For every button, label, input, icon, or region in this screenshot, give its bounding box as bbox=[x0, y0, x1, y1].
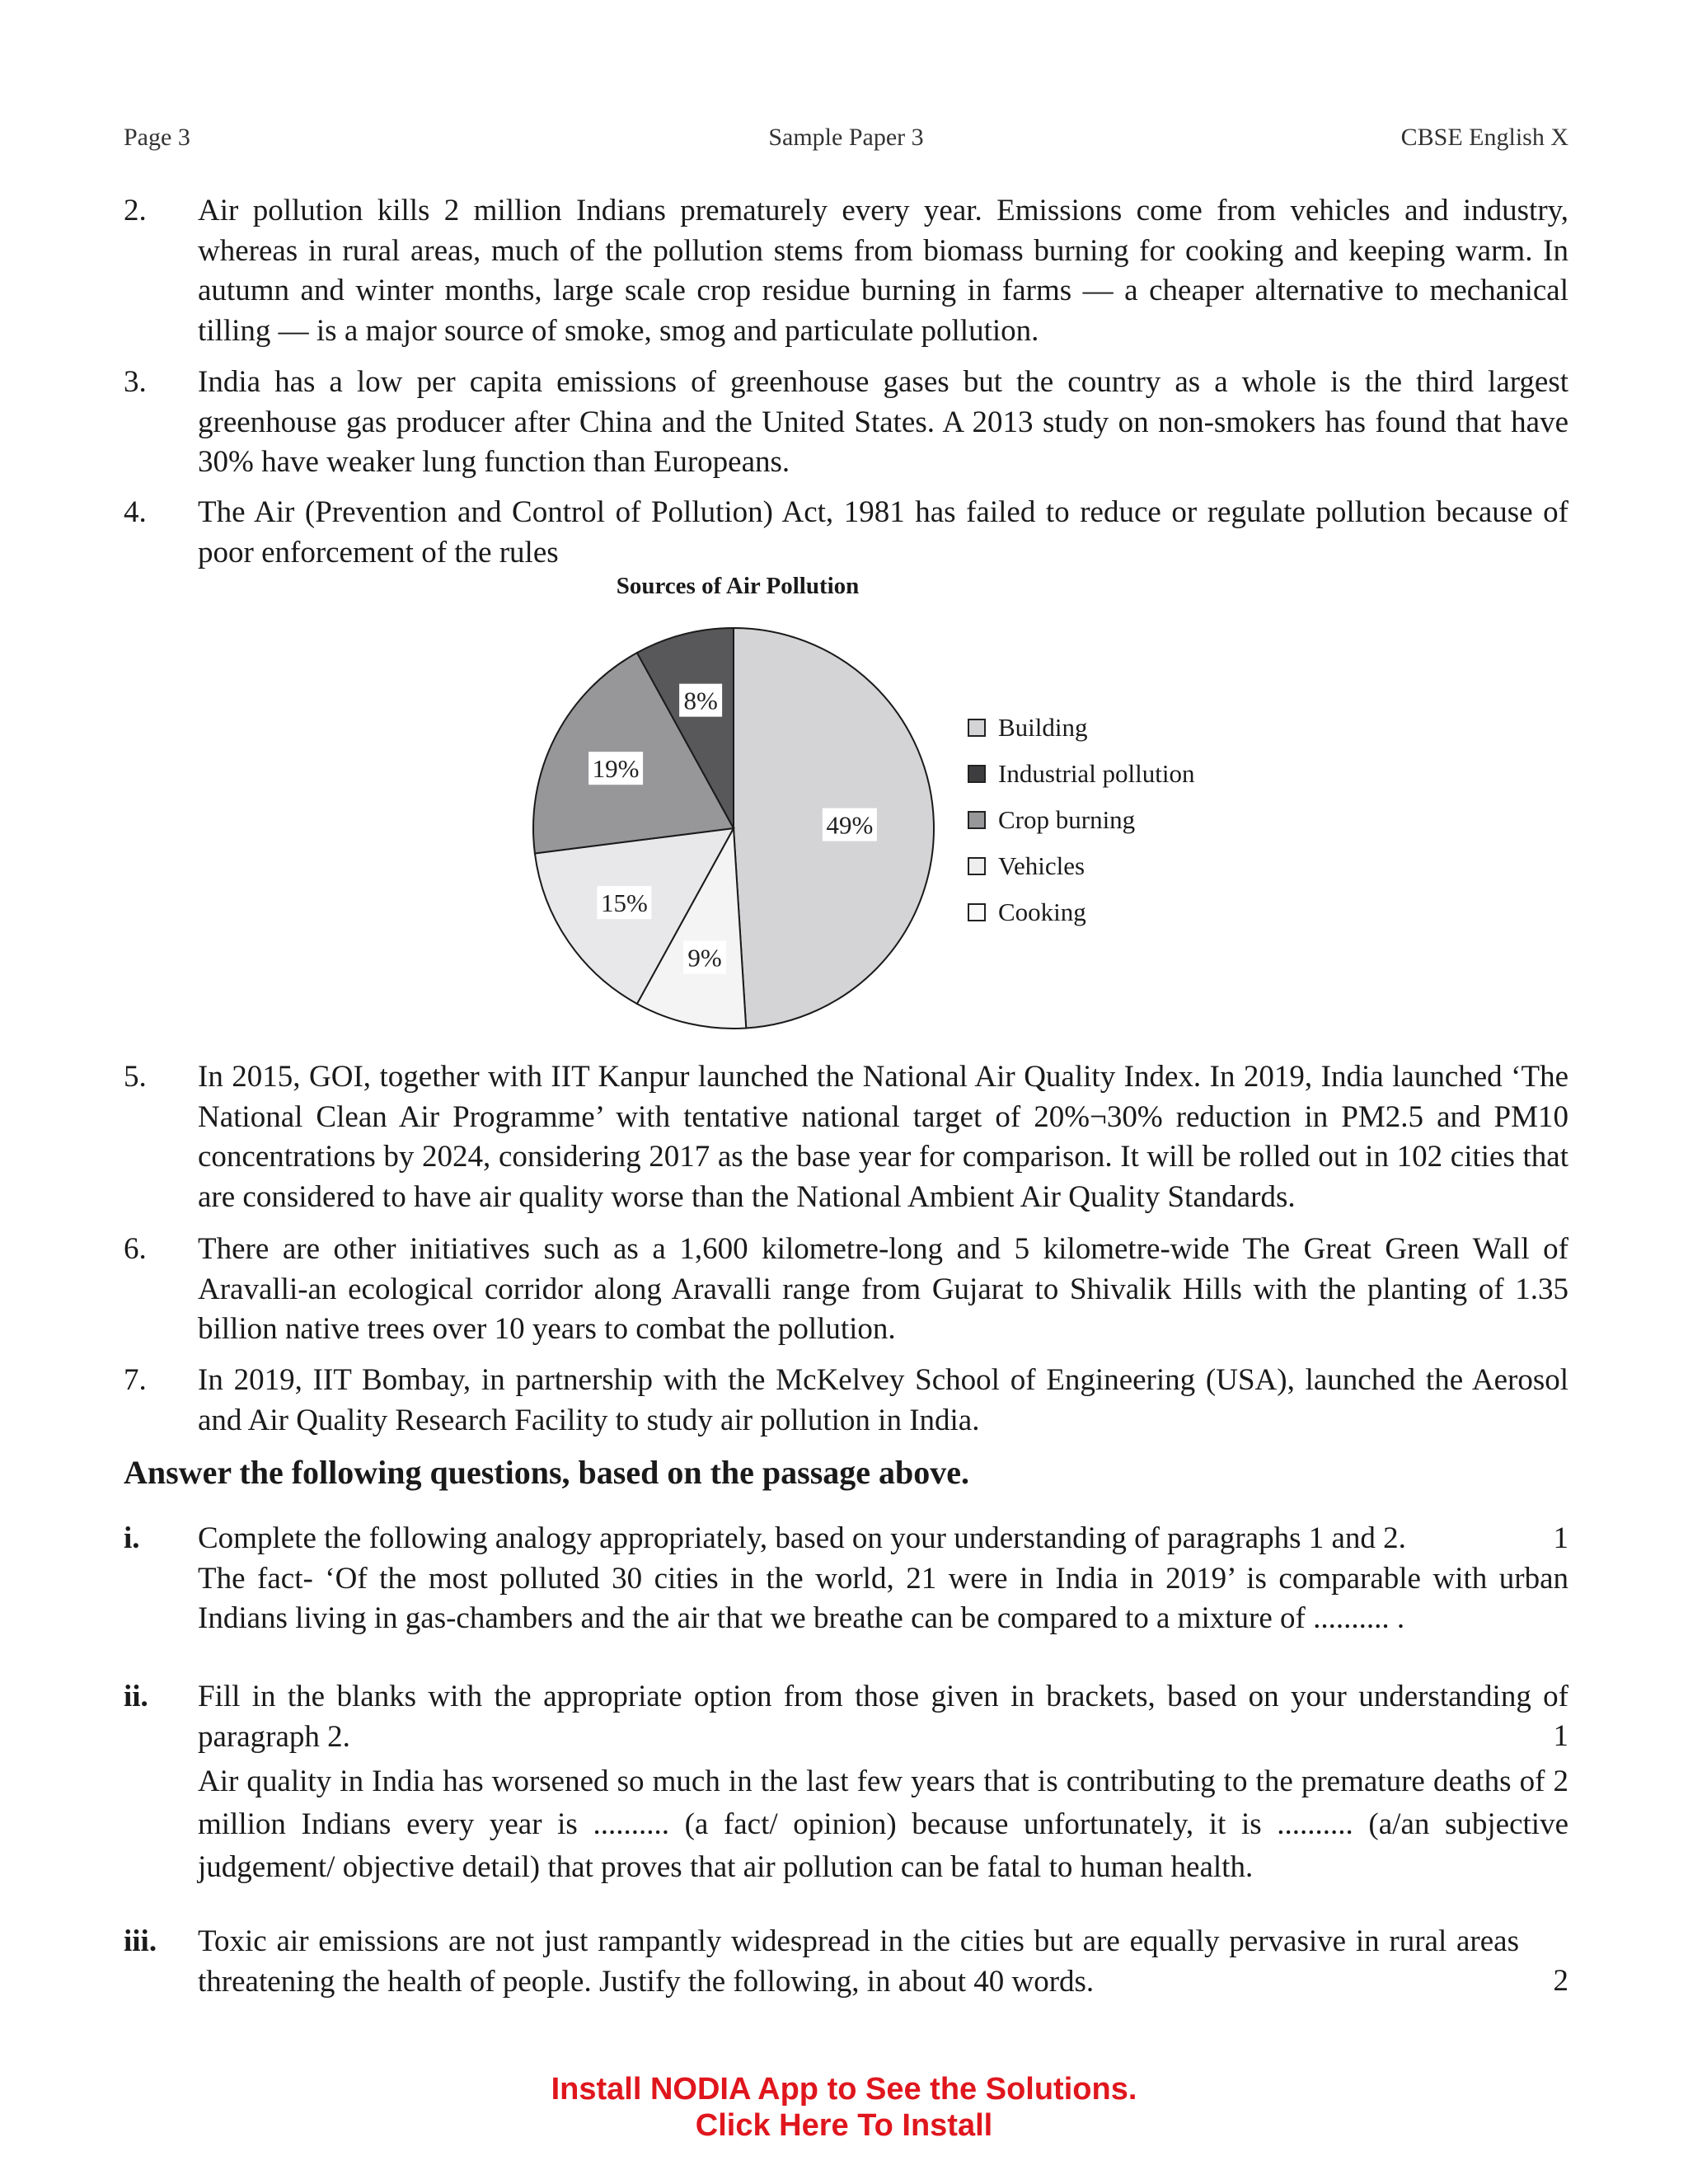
slice-label: 9% bbox=[687, 943, 722, 972]
slice-label: 15% bbox=[600, 888, 648, 918]
chart-title: Sources of Air Pollution bbox=[616, 573, 860, 599]
legend-swatch bbox=[968, 903, 986, 921]
install-app-banner[interactable] bbox=[0, 2071, 1688, 2144]
question-marks: 1 bbox=[1553, 1521, 1568, 1555]
click-here-link[interactable]: Click Here To Install bbox=[695, 2108, 993, 2143]
paragraph-text: In 2019, IIT Bombay, in partnership with the McKelvey School of Engineering (USA), launched the Aerosol and Air Quality Research Facility to study air pollution in India. bbox=[198, 1363, 1568, 1437]
paragraph-4 bbox=[124, 493, 1568, 573]
question-iii bbox=[124, 1922, 1568, 2002]
legend-label: Vehicles bbox=[998, 851, 1085, 880]
legend-label: Cooking bbox=[998, 898, 1086, 926]
paragraph-3 bbox=[124, 363, 1568, 483]
legend-swatch bbox=[968, 765, 986, 783]
paragraph-number: 3. bbox=[124, 365, 147, 399]
paper-title: Sample Paper 3 bbox=[768, 124, 924, 151]
legend-label: Industrial pollution bbox=[998, 759, 1195, 788]
legend-label: Building bbox=[998, 713, 1088, 742]
legend-swatch bbox=[968, 811, 986, 829]
question-i bbox=[124, 1519, 1568, 1639]
subject-title: CBSE English X bbox=[1400, 124, 1568, 151]
paragraph-text: India has a low per capita emissions of greenhouse gases but the country as a whole is the third largest greenhouse gas producer after China and the United States. A 2013 study on non-smokers has found that have 30% have weaker lung function than Europeans. bbox=[198, 365, 1568, 479]
page-number: Page 3 bbox=[124, 124, 190, 151]
legend-label: Crop burning bbox=[998, 805, 1136, 834]
paragraph-2 bbox=[124, 191, 1568, 351]
paragraph-number: 7. bbox=[124, 1363, 147, 1397]
paragraph-number: 5. bbox=[124, 1060, 147, 1094]
question-line: Complete the following analogy appropriately, based on your understanding of paragraphs 1 and 2. bbox=[198, 1521, 1406, 1555]
question-ii bbox=[124, 1677, 1568, 1889]
paragraph-5 bbox=[124, 1057, 1568, 1217]
paragraph-6 bbox=[124, 1230, 1568, 1350]
paragraph-number: 4. bbox=[124, 495, 147, 529]
legend-swatch bbox=[968, 857, 986, 875]
legend-swatch bbox=[968, 719, 986, 737]
question-number: ii. bbox=[124, 1680, 148, 1713]
section-heading: Answer the following questions, based on the passage above. bbox=[124, 1454, 970, 1491]
question-line: The fact- ‘Of the most polluted 30 cities in the world, 21 were in India in 2019’ is comparable with urban Indians living in gas-chambers and the air that we breathe can be compared to a mixture of .......... . bbox=[198, 1561, 1568, 1635]
paragraph-7 bbox=[124, 1361, 1568, 1441]
question-line: Toxic air emissions are not just rampantly widespread in the cities but are equally pervasive in rural areas threatening the health of people. Justify the following, in about 40 words. bbox=[198, 1924, 1519, 1999]
question-number: iii. bbox=[124, 1924, 157, 1958]
paragraph-text: There are other initiatives such as a 1,600 kilometre-long and 5 kilometre-wide The Great Green Wall of Aravalli-an ecological corridor along Aravalli range from Gujarat to Shivalik Hills with the planting of 1.35 billion native trees over 10 years to combat the pollution. bbox=[198, 1232, 1568, 1346]
paragraph-number: 6. bbox=[124, 1232, 147, 1266]
install-app-link[interactable]: Install NODIA App to See the Solutions. bbox=[551, 2072, 1137, 2107]
question-marks: 2 bbox=[1553, 1964, 1568, 1998]
pie-chart bbox=[495, 610, 956, 1038]
question-number: i. bbox=[124, 1521, 140, 1555]
page-header bbox=[124, 124, 1568, 157]
paragraph-text: In 2015, GOI, together with IIT Kanpur launched the National Air Quality Index. In 2019, India launched ‘The National Clean Air Programme’ with tentative national target of 20%¬30% reduction in PM2.5 and PM10 concentrations by 2024, considering 2017 as the base year for comparison. It will be rolled out in 102 cities that are considered to have air quality worse than the National Ambient Air Quality Standards. bbox=[198, 1060, 1568, 1214]
paragraph-text: Air pollution kills 2 million Indians prematurely every year. Emissions come from vehicles and industry, whereas in rural areas, much of the pollution stems from biomass burning for cooking and keeping warm. In autumn and winter months, large scale crop residue burning in farms — a cheaper alternative to mechanical tilling — is a major source of smoke, smog and particulate pollution. bbox=[198, 194, 1568, 348]
slice-label: 49% bbox=[826, 810, 874, 840]
paragraph-number: 2. bbox=[124, 194, 147, 227]
question-marks: 1 bbox=[1553, 1719, 1568, 1753]
slice-label: 19% bbox=[592, 754, 640, 784]
question-line: Air quality in India has worsened so much in the last few years that is contributing to the premature deaths of 2 million Indians every year is .......... (a fact/ opinion) because unfortunately, it is .......... (a/an subjective judgement/ objective detail) that proves that air pollution can be fatal to human health. bbox=[198, 1765, 1568, 1884]
question-line: Fill in the blanks with the appropriate option from those given in brackets, based on your understanding of paragraph 2. bbox=[198, 1680, 1568, 1754]
slice-label: 8% bbox=[683, 686, 718, 715]
paragraph-text: The Air (Prevention and Control of Pollution) Act, 1981 has failed to reduce or regulate pollution because of poor enforcement of the rules bbox=[198, 495, 1568, 569]
